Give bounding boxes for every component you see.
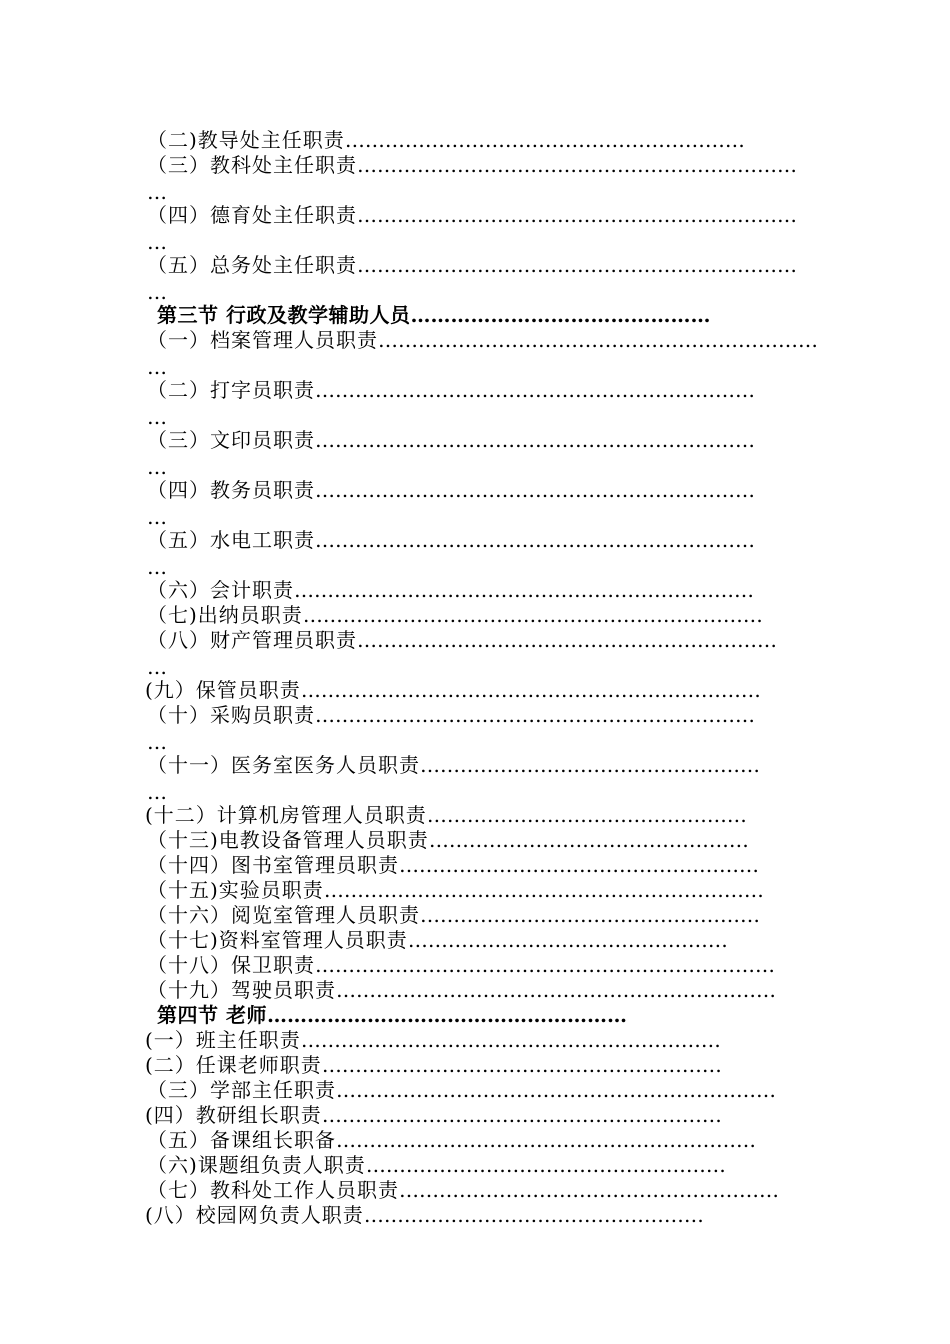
toc-entry-label: (四）教研组长职责 xyxy=(145,1103,322,1127)
toc-entry xyxy=(145,1053,825,1078)
toc-leader-dots: ………………………………………… xyxy=(407,928,728,952)
toc-leader-dots-continuation: … xyxy=(147,555,167,579)
toc-leader-dots: …………………………………………… xyxy=(420,753,760,777)
toc-leader-dots: ………………………………………………………… xyxy=(336,1078,776,1102)
toc-leader-dots: ……………………………………………… xyxy=(266,1003,627,1027)
toc-leader-dots: …………………………………………………………… xyxy=(302,603,763,627)
toc-leader-dots: ………………………………………………………… xyxy=(323,878,764,902)
toc-entry-label: （五）总务处主任职责 xyxy=(147,253,357,277)
toc-entry xyxy=(147,928,825,953)
toc-entry-label: （十四）图书室管理员职责 xyxy=(147,853,399,877)
toc-entry xyxy=(145,1203,825,1228)
toc-entry-label: （一）档案管理人员职责 xyxy=(147,328,378,352)
toc-entry xyxy=(147,903,825,928)
toc-entry-label: （十七)资料室管理人员职责 xyxy=(147,928,408,952)
toc-entry xyxy=(147,328,825,379)
toc-entry xyxy=(147,853,825,878)
toc-leader-dots: ………………………………………………………… xyxy=(315,378,755,402)
toc-leader-dots: ………………………………………………………… xyxy=(315,528,755,552)
toc-entry xyxy=(147,578,825,603)
toc-leader-dots: …………………………………………………………… xyxy=(294,578,754,602)
toc-leader-dots: …………………………………………………… xyxy=(321,1103,722,1127)
toc-entry xyxy=(147,628,825,679)
toc-entry-label: （七）教科处工作人员职责 xyxy=(147,1178,399,1202)
toc-entry xyxy=(147,603,825,628)
toc-entry xyxy=(147,703,825,754)
toc-entry-label: (一）班主任职责 xyxy=(145,1028,301,1052)
toc-entry xyxy=(147,978,825,1003)
toc-leader-dots: ………………………………………………………… xyxy=(357,253,797,277)
toc-entry-label: (十二）计算机房管理人员职责 xyxy=(145,803,427,827)
toc-leader-dots: ……………………………………………………… xyxy=(336,1128,756,1152)
toc-entry-label: （四）德育处主任职责 xyxy=(147,203,357,227)
toc-entry-label: （十六）阅览室管理人员职责 xyxy=(147,903,420,927)
toc-leader-dots: ………………………………………………………… xyxy=(378,328,818,352)
toc-leader-dots-continuation: … xyxy=(147,780,167,804)
toc-entry-label: （十一）医务室医务人员职责 xyxy=(147,753,420,777)
toc-entry xyxy=(145,803,825,828)
toc-entry-label: (二）任课老师职责 xyxy=(145,1053,322,1077)
toc-leader-dots: ………………………………………………………… xyxy=(315,428,755,452)
toc-leader-dots-continuation: … xyxy=(147,280,167,304)
toc-leader-dots: ………………………………………… xyxy=(426,803,747,827)
toc-entry xyxy=(145,678,825,703)
toc-entry xyxy=(147,428,825,479)
toc-leader-dots: ………………………………………………………… xyxy=(357,153,797,177)
toc-entry-label: （七)出纳员职责 xyxy=(147,603,303,627)
toc-entry-label: （十三)电教设备管理人员职责 xyxy=(147,828,429,852)
toc-entry xyxy=(147,1128,825,1153)
toc-entry-label: （五）备课组长职备 xyxy=(147,1128,336,1152)
toc-entry xyxy=(147,478,825,529)
toc-entry xyxy=(147,253,825,304)
toc-section-heading xyxy=(157,1003,825,1028)
toc-entry xyxy=(147,153,825,204)
toc-entry xyxy=(147,953,825,978)
toc-leader-dots-continuation: … xyxy=(147,405,167,429)
toc-leader-dots-continuation: … xyxy=(147,355,167,379)
toc-entry-label: （五）水电工职责 xyxy=(147,528,315,552)
toc-entry-label: （三）教科处主任职责 xyxy=(147,153,357,177)
toc-entry xyxy=(145,1028,825,1053)
toc-entry xyxy=(147,528,825,579)
toc-leader-dots: ……………………………………… xyxy=(410,303,711,327)
toc-entry xyxy=(145,1103,825,1128)
toc-entry-label: （三）文印员职责 xyxy=(147,428,315,452)
toc-entry-label: （四）教务员职责 xyxy=(147,478,315,502)
toc-entry xyxy=(147,378,825,429)
toc-leader-dots: ……………………………………………………… xyxy=(357,628,777,652)
toc-entry-label: （十）采购员职责 xyxy=(147,703,315,727)
toc-leader-dots: …………………………………………………………… xyxy=(300,678,761,702)
toc-leader-dots: …………………………………………………… xyxy=(321,1053,722,1077)
toc-leader-dots-continuation: … xyxy=(147,730,167,754)
toc-leader-dots: …………………………………………… xyxy=(420,903,760,927)
toc-leader-dots: ……………………………………………… xyxy=(399,853,759,877)
toc-entry-label: （十八）保卫职责 xyxy=(147,953,315,977)
toc-entry-label: （二）打字员职责 xyxy=(147,378,315,402)
toc-leader-dots: …………………………………………………………… xyxy=(315,953,775,977)
toc-leader-dots: ………………………………………………………… xyxy=(315,478,755,502)
toc-entry-label: (九）保管员职责 xyxy=(145,678,301,702)
toc-entry xyxy=(147,753,825,804)
toc-entry-label: （八）财产管理员职责 xyxy=(147,628,357,652)
toc-leader-dots-continuation: … xyxy=(147,655,167,679)
toc-leader-dots: ……………………………………………… xyxy=(365,1153,726,1177)
toc-leader-dots: …………………………………………………… xyxy=(344,128,745,152)
toc-leader-dots: ………………………………………………………… xyxy=(336,978,776,1002)
toc-entry-label: 第三节 行政及教学辅助人员 xyxy=(157,303,411,327)
toc-leader-dots-continuation: … xyxy=(147,505,167,529)
toc-leader-dots: ……………………………………………………… xyxy=(300,1028,721,1052)
toc-entry-label: （三）学部主任职责 xyxy=(147,1078,336,1102)
toc-leader-dots: ………………………………………………… xyxy=(399,1178,779,1202)
toc-entry xyxy=(147,128,825,153)
toc-entry-label: （二)教导处主任职责 xyxy=(147,128,345,152)
toc-entry-label: （十九）驾驶员职责 xyxy=(147,978,336,1002)
toc-entry-label: （十五)实验员职责 xyxy=(147,878,324,902)
toc-leader-dots: ………………………………………………………… xyxy=(357,203,797,227)
toc-leader-dots-continuation: … xyxy=(147,230,167,254)
toc-entry xyxy=(147,878,825,903)
toc-leader-dots: …………………………………………… xyxy=(363,1203,704,1227)
toc-leader-dots-continuation: … xyxy=(147,180,167,204)
toc-leader-dots-continuation: … xyxy=(147,455,167,479)
toc-entry xyxy=(147,203,825,254)
toc-entry-label: （六）会计职责 xyxy=(147,578,294,602)
toc-section-heading xyxy=(157,303,825,328)
toc-entry-label: (八）校园网负责人职责 xyxy=(145,1203,364,1227)
toc-entry xyxy=(147,1178,825,1203)
toc-entry xyxy=(147,1153,825,1178)
toc-leader-dots: ………………………………………… xyxy=(428,828,749,852)
toc-leader-dots: ………………………………………………………… xyxy=(315,703,755,727)
toc-entry-label: 第四节 老师 xyxy=(157,1003,267,1027)
toc-entry xyxy=(147,828,825,853)
toc-entry-label: （六)课题组负责人职责 xyxy=(147,1153,366,1177)
toc-entry xyxy=(147,1078,825,1103)
